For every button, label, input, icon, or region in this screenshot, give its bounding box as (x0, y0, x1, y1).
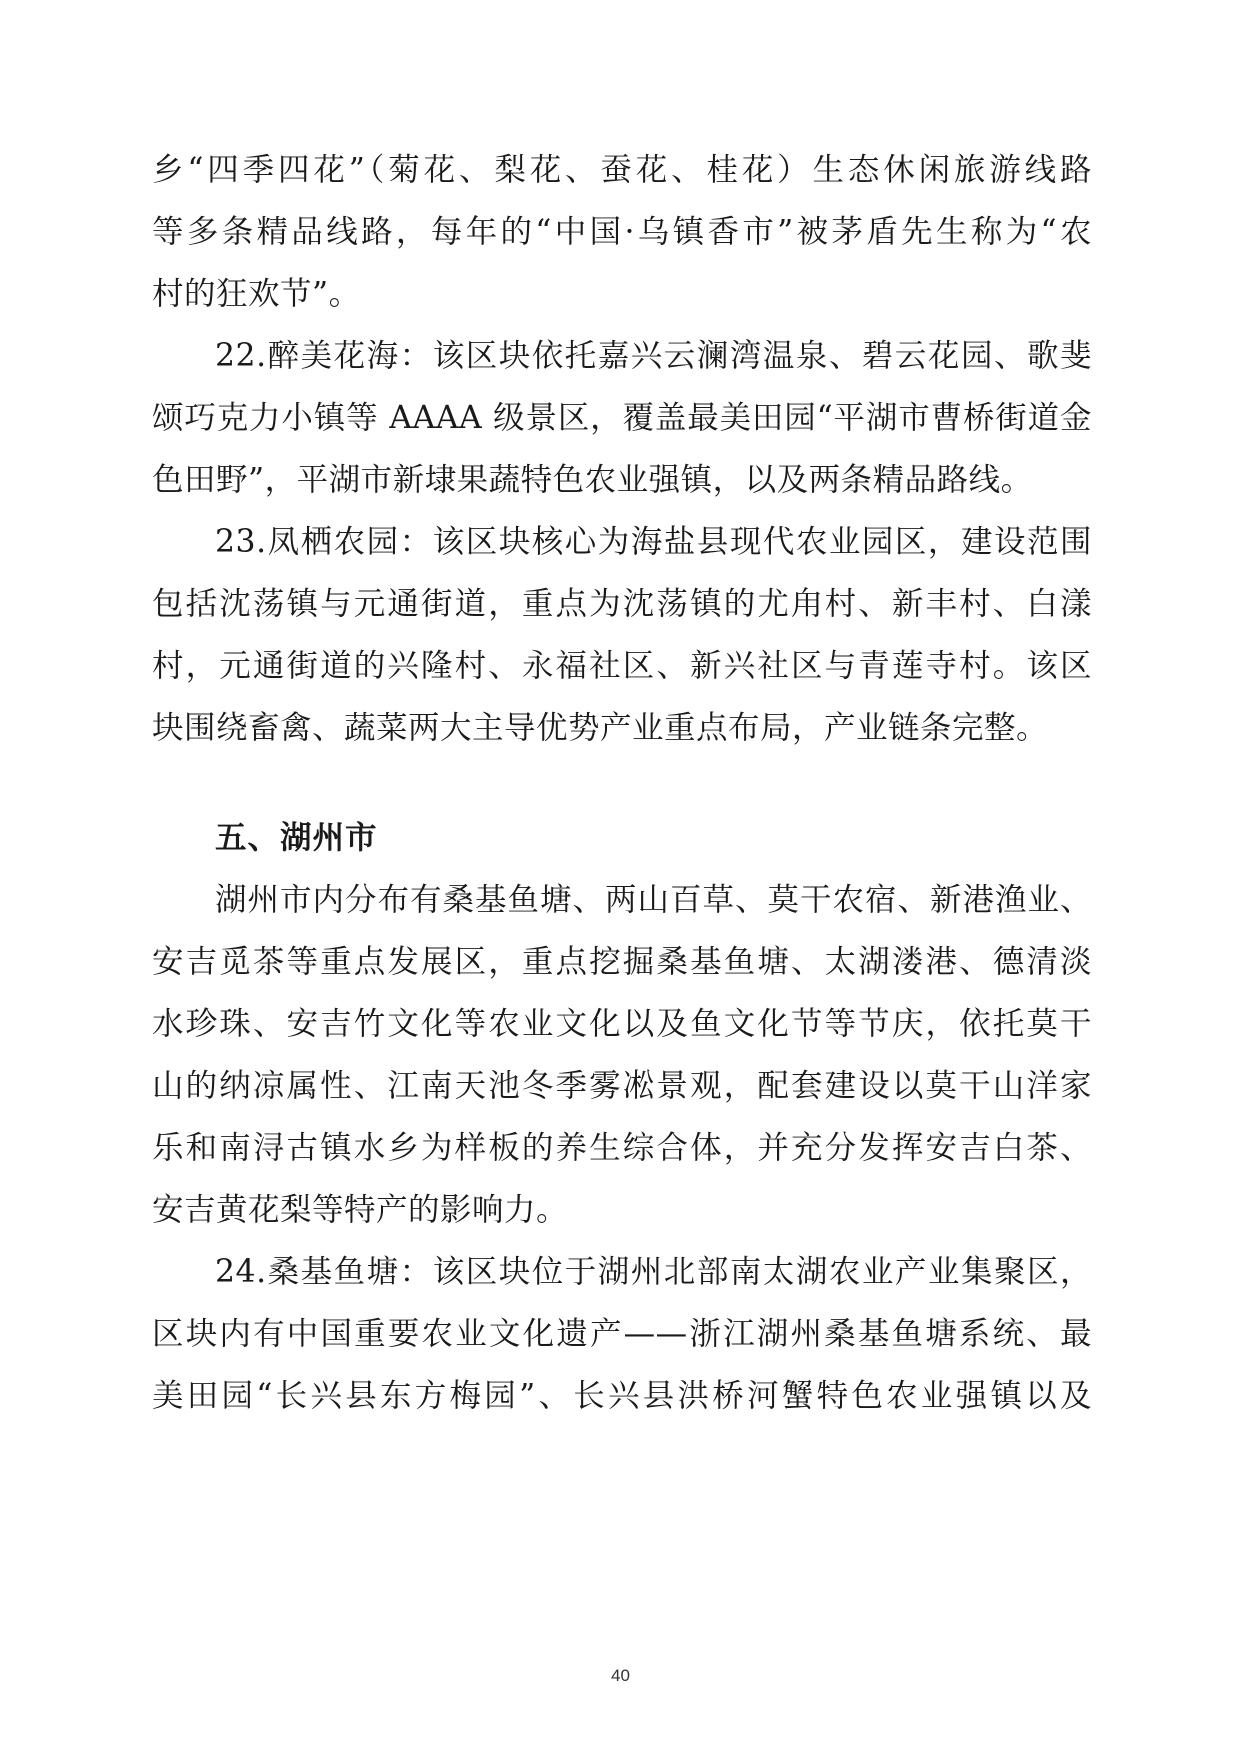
text-line: 水珍珠、安吉竹文化等农业文化以及鱼文化节等节庆，依托莫干 (152, 1006, 1092, 1042)
text-line: 颂巧克力小镇等 AAAA 级景区，覆盖最美田园“平湖市曹桥街道金 (152, 400, 1092, 436)
text-line: 区块内有中国重要农业文化遗产——浙江湖州桑基鱼塘系统、最 (152, 1316, 1092, 1352)
text-line: 美田园“长兴县东方梅园”、长兴县洪桥河蟹特色农业强镇以及 (152, 1378, 1092, 1414)
page-number: 40 (611, 1666, 630, 1685)
paragraph-24-first-line: 24.桑基鱼塘：该区块位于湖州北部南太湖农业产业集聚区， (215, 1254, 1092, 1290)
text-line: 村，元通街道的兴隆村、永福社区、新兴社区与青莲寺村。该区 (152, 648, 1092, 684)
text-line: 乡“四季四花”（菊花、梨花、蚕花、桂花）生态休闲旅游线路 (152, 152, 1092, 188)
text-line: 等多条精品线路，每年的“中国·乌镇香市”被茅盾先生称为“农 (152, 214, 1092, 250)
text-line: 安吉觅茶等重点发展区，重点挖掘桑基鱼塘、太湖溇港、德清淡 (152, 944, 1092, 980)
paragraph-22-first-line: 22.醉美花海：该区块依托嘉兴云澜湾温泉、碧云花园、歌斐 (215, 338, 1092, 374)
text-line: 安吉黄花梨等特产的影响力。 (152, 1192, 569, 1228)
text-line: 乐和南浔古镇水乡为样板的养生综合体，并充分发挥安吉白茶、 (152, 1130, 1092, 1166)
paragraph-huzhou-first-line: 湖州市内分布有桑基鱼塘、两山百草、莫干农宿、新港渔业、 (215, 882, 1092, 918)
text-line: 包括沈荡镇与元通街道，重点为沈荡镇的尤甪村、新丰村、白漾 (152, 586, 1092, 622)
text-line: 块围绕畜禽、蔬菜两大主导优势产业重点布局，产业链条完整。 (152, 710, 1049, 746)
paragraph-23-first-line: 23.凤栖农园：该区块核心为海盐县现代农业园区，建设范围 (215, 524, 1092, 560)
section-heading: 五、湖州市 (215, 820, 378, 856)
text-line: 村的狂欢节”。 (152, 276, 361, 312)
text-line: 山的纳凉属性、江南天池冬季雾凇景观，配套建设以莫干山洋家 (152, 1068, 1092, 1104)
text-line: 色田野”，平湖市新埭果蔬特色农业强镇，以及两条精品路线。 (152, 462, 1033, 498)
